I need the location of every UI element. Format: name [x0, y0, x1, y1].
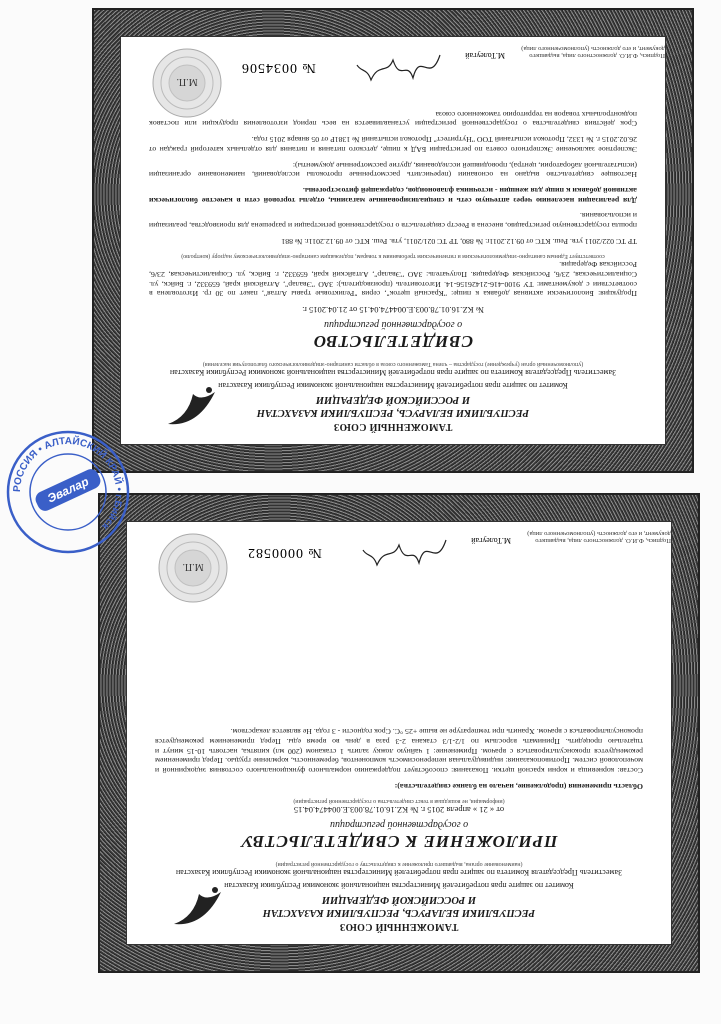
customs-union-logo-icon: [169, 882, 229, 932]
scope-title: Область применения (продолжение, начало на бланке свидетельства):: [394, 781, 643, 791]
basis-text: Настоящее свидетельство выдано на основании (перечислить рассмотренные протоколы исследований, наименование организации (испытательной лаборатории, центра), проводившей исследования, другие рассмотренные документы):: [149, 160, 637, 180]
certificate-subtitle: о государственной регистрации: [323, 319, 463, 331]
product-description: Продукция: Биологически активная добавка к пище: "Красный щеток", серия "Реликтовые травы Алтая", пакет по 30 гр. Изготовлена в соответствии с документами: ТУ 9100-416-21426156-14. Изготовитель (производитель): ЗАО "Эвалар", Алтайский край, 659332, г. Бийск, ул. Социалистическая, 23/6, Российская Федерация. Получатель: ЗАО "Эвалар", Алтайский край, 659332, г. Бийск, ул. Социалистическая, 23/6, Российская Федерация.: [149, 260, 637, 299]
signature-icon: [355, 45, 445, 90]
annex-body: [126, 521, 672, 945]
certificate-annex: [98, 493, 700, 973]
signer-name: М.Толеугай: [465, 51, 505, 60]
blank-serial-number: № 0000582: [247, 545, 322, 560]
certificate-title: СВИДЕТЕЛЬСТВО: [312, 331, 474, 351]
federation-title: И РОССИЙСКОЙ ФЕДЕРАЦИИ: [315, 394, 471, 406]
federation-title: И РОССИЙСКОЙ ФЕДЕРАЦИИ: [321, 894, 477, 906]
annex-registration-number: от « 21 » апреля 2015 г. № KZ.16.01.78.003.E.004474.04.15: [293, 805, 505, 815]
official-seal-icon: [151, 47, 223, 119]
org-note: (наименование органа, выдавшего приложение к свидетельству о государственной регистрации): [275, 861, 523, 868]
blank-serial-number: № 0034506: [241, 60, 316, 75]
certificate-body: [120, 36, 666, 445]
deputy-text: Заместитель Председателя Комитета по защите прав потребителей Министерства национальной экономики Республики Казахстан: [175, 868, 623, 878]
compliance-note: соответствует Единым санитарно-эпидемиологическим и гигиеническим требованиям к товарам, подлежащим санитарно-эпидемиологическому надзору (контролю): [181, 253, 605, 260]
committee-text: Комитет по защите прав потребителей Министерства национальной экономики Республики Казахстан: [218, 381, 568, 391]
signature-row: [121, 45, 665, 105]
expert-conclusion: Экспертное заключение Экспертного совета по регистрации БАД к пище, детского питания и питания для отдельных категорий граждан от 26.02.2015 г. № 1332, Протокол испытаний ТОО "Нутритест" Протокол испытаний № 1381Р от 05 января 2015 года.: [149, 135, 637, 154]
official-seal-icon: [157, 532, 229, 604]
union-title: ТАМОЖЕННЫЙ СОЮЗ: [339, 921, 459, 932]
signer-position-note: Подпись, Ф.И.О. должностного лица, выдавшего документ, и его должность (уполномоченного лица): [527, 530, 671, 544]
stamp-brand: Эвалар: [45, 474, 91, 506]
compliance-reference: ТР ТС 022/2011 утв. Реш. КТС от 09.12.2011г. № 880, ТР ТС 021/2011, утв. Реш. КТС от 09.12.2011г. № 881: [281, 236, 637, 246]
seal-mp-label: М.П.: [176, 76, 198, 87]
registration-number: № KZ.16.01.78.003.E.004474.04.15 от 21.04.2015 г.: [302, 305, 484, 315]
deputy-text: Заместитель Председателя Комитета по защите прав потребителей Министерства национальной экономики Республики Казахстан: [169, 368, 617, 378]
seal-mp-label: М.П.: [182, 561, 204, 572]
regno-note: (информация, не вошедшая в текст свидетельства о государственной регистрации): [293, 798, 505, 805]
stamp-ring-text: РОССИЯ • АЛТАЙСКИЙ КРАЙ • г.Бийск: [11, 435, 125, 532]
union-title: ТАМОЖЕННЫЙ СОЮЗ: [333, 421, 453, 432]
customs-union-logo-icon: [163, 382, 223, 432]
certificate-registration: [92, 8, 694, 473]
committee-text: Комитет по защите прав потребителей Министерства национальной экономики Республики Казахстан: [224, 881, 574, 891]
signature-row: [127, 530, 671, 590]
signer-name: М.Толеугай: [471, 536, 511, 545]
republics-title: РЕСПУБЛИКИ БЕЛАРУСЬ, РЕСПУБЛИКИ КАЗАХСТАН: [262, 907, 536, 919]
signer-position-note: Подпись, Ф.И.О. должностного лица, выдавшего документ, и его должность (уполномоченного лица): [521, 45, 665, 59]
annex-title: ПРИЛОЖЕНИЕ К СВИДЕТЕЛЬСТВУ: [240, 831, 558, 851]
annex-header: [155, 860, 643, 932]
scope-continuation: Состав: корневища и корни красной щетки. Показания: способствует поддержанию нормального функционального состояния эндокринной и мочеполовой систем. Противопоказания: индивидуальная непереносимость компонентов, беременность, кормление грудью. Перед применением рекомендуется проконсультироваться с врачом. Применение: 1 чайную ложку залить 1 стаканом (200 мл) кипятка, настоять 10-15 минут и тщательно процедить. Принимать взрослым по 1/2-1/3 стакана 2-3 раза в день во время еды. Перед применением рекомендуется проконсультироваться с врачом. Хранить при температуре не выше +25 °С. Срок годности - 3 года. Не является лекарством.: [155, 727, 643, 776]
company-stamp-icon: [4, 428, 132, 556]
org-note: (уполномоченный орган (учреждение) государства – члена Таможенного союза в области санитарно-эпидемиологического благополучия населения): [202, 361, 584, 368]
republics-title: РЕСПУБЛИКИ БЕЛАРУСЬ, РЕСПУБЛИКИ КАЗАХСТАН: [256, 407, 530, 419]
registration-passed: прошла государственную регистрацию, внесена в Реестр свидетельств о государственной регистрации и разрешена для производства, реализации и использования.: [149, 211, 637, 231]
annex-subtitle: о государственной регистрации: [329, 819, 469, 831]
scope-of-use: Для реализации населению через аптечную сеть и специализированные магазины, отделы торговой сети в качестве биологически активной добавки к пище для женщин - источника флавоноидов, содержащей фитоэстрогены.: [149, 186, 637, 205]
validity-text: Срок действия свидетельства о государственной регистрации устанавливается на весь период изготовления продукции или поставок подконтрольных товаров на территорию таможенного союза: [149, 109, 637, 129]
certificate-header: [149, 360, 637, 432]
signature-icon: [361, 530, 451, 575]
